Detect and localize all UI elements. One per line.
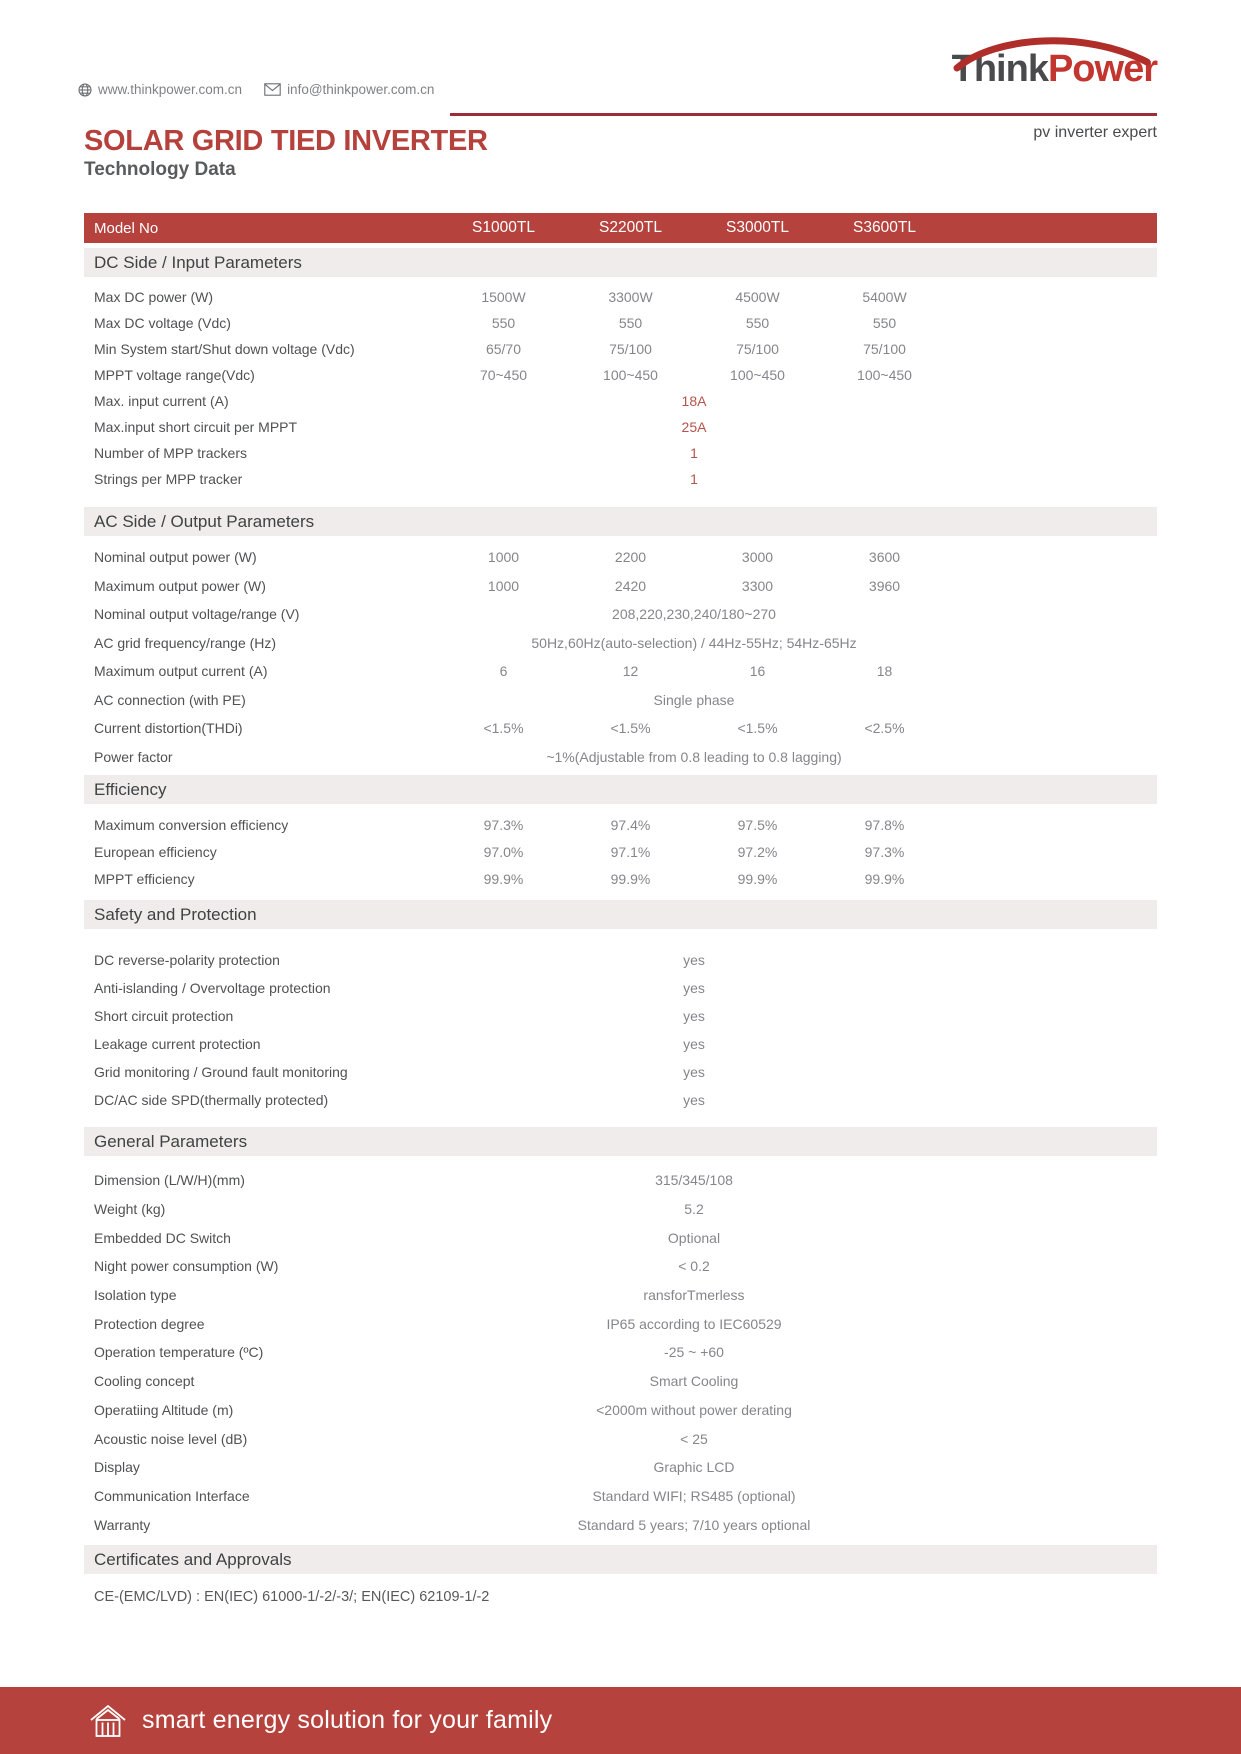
spec-label: Max DC voltage (Vdc) (94, 315, 231, 331)
spec-row (84, 743, 1157, 772)
section-rows (84, 1156, 1157, 1539)
spec-value: 5400W (862, 289, 907, 305)
spec-row (84, 686, 1157, 715)
spec-section (84, 1127, 1157, 1539)
spec-value: 12 (622, 663, 639, 680)
spec-row (84, 1338, 1157, 1367)
model-name: S2200TL (599, 219, 662, 236)
spec-label: Leakage current protection (94, 1036, 261, 1052)
spec-label: AC connection (with PE) (94, 691, 246, 708)
spec-value-span: ~1%(Adjustable from 0.8 leading to 0.8 lagging) (546, 748, 842, 765)
spec-value: 99.9% (737, 870, 778, 887)
spec-value: 97.3% (483, 816, 524, 833)
spec-section (84, 900, 1157, 1114)
spec-value: 18 (876, 663, 893, 680)
spec-row (84, 1453, 1157, 1482)
spec-value: 3300W (608, 289, 653, 305)
spec-section (84, 1545, 1157, 1610)
spec-label: MPPT efficiency (94, 870, 195, 887)
spec-value-span: 208,220,230,240/180~270 (612, 606, 776, 623)
spec-label: Weight (kg) (94, 1201, 166, 1218)
spec-label: Anti-islanding / Overvoltage protection (94, 980, 331, 996)
spec-row (84, 362, 1157, 388)
thinkpower-logo (945, 50, 1157, 88)
section-rows (84, 1574, 1157, 1610)
spec-label: Operatiing Altitude (m) (94, 1401, 234, 1418)
spec-row (84, 629, 1157, 658)
spec-value-span: Single phase (653, 691, 735, 708)
spec-value-span: 1 (690, 471, 698, 487)
spec-value: 2420 (614, 577, 647, 594)
spec-value-span: yes (683, 1036, 705, 1052)
spec-row (84, 1030, 1157, 1058)
spec-label: DC reverse-polarity protection (94, 952, 280, 968)
spec-value: 100~450 (603, 367, 658, 383)
spec-value: 1000 (487, 577, 520, 594)
spec-value-span: 315/345/108 (655, 1172, 733, 1189)
spec-value: 75/100 (609, 341, 652, 357)
spec-row (84, 838, 1157, 865)
spec-value: 70~450 (479, 367, 528, 383)
spec-row (84, 440, 1157, 466)
envelope-icon (264, 83, 281, 96)
spec-table (84, 213, 1157, 1610)
spec-sections (84, 248, 1157, 1610)
spec-value: 97.5% (737, 816, 778, 833)
spec-row (84, 600, 1157, 629)
spec-row (84, 466, 1157, 492)
spec-value-span: ransforTmerless (643, 1287, 745, 1304)
spec-label: Night power consumption (W) (94, 1258, 279, 1275)
spec-row (84, 543, 1157, 572)
spec-value: 3000 (741, 549, 774, 566)
spec-row (84, 284, 1157, 310)
spec-value: <2.5% (864, 720, 905, 737)
spec-section (84, 507, 1157, 771)
spec-row (84, 1281, 1157, 1310)
header-divider (450, 113, 1157, 116)
spec-row (84, 1223, 1157, 1252)
spec-label: Current distortion(THDi) (94, 720, 243, 737)
spec-row (84, 974, 1157, 1002)
website-text: www.thinkpower.com.cn (98, 82, 243, 97)
spec-value: 3300 (741, 577, 774, 594)
spec-row (84, 714, 1157, 743)
spec-row (84, 388, 1157, 414)
spec-label: Max. input current (A) (94, 393, 229, 409)
section-title: Safety and Protection (84, 900, 1157, 929)
spec-value: 3600 (868, 549, 901, 566)
spec-value: 75/100 (736, 341, 779, 357)
spec-value: 550 (618, 315, 643, 331)
spec-label: Embedded DC Switch (94, 1229, 231, 1246)
spec-value: 97.0% (483, 843, 524, 860)
spec-value: 100~450 (730, 367, 785, 383)
spec-label: DC/AC side SPD(thermally protected) (94, 1092, 329, 1108)
spec-value: 99.9% (864, 870, 905, 887)
spec-row (84, 1367, 1157, 1396)
spec-row (84, 1166, 1157, 1195)
spec-value-span: 1 (690, 445, 698, 461)
tagline: pv inverter expert (1033, 124, 1157, 141)
spec-row (84, 657, 1157, 686)
spec-label: Max DC power (W) (94, 289, 214, 305)
spec-value-span: Standard 5 years; 7/10 years optional (577, 1516, 811, 1533)
section-title: General Parameters (84, 1127, 1157, 1156)
spec-label: Number of MPP trackers (94, 445, 248, 461)
header-contact (78, 82, 434, 97)
section-title: Certificates and Approvals (84, 1545, 1157, 1574)
spec-value-span: yes (683, 980, 705, 996)
spec-section (84, 775, 1157, 892)
spec-value: 100~450 (857, 367, 912, 383)
website-group (78, 82, 242, 97)
spec-row (84, 414, 1157, 440)
spec-row (84, 1309, 1157, 1338)
spec-label: Grid monitoring / Ground fault monitoring (94, 1064, 348, 1080)
spec-label: Strings per MPP tracker (94, 471, 243, 487)
spec-row (84, 1424, 1157, 1453)
spec-label: Cooling concept (94, 1373, 195, 1390)
section-title: DC Side / Input Parameters (84, 248, 1157, 277)
spec-value-span: -25 ~ +60 (664, 1344, 724, 1361)
spec-value: 550 (872, 315, 897, 331)
spec-value: <1.5% (483, 720, 524, 737)
spec-value-span: Smart Cooling (649, 1373, 739, 1390)
spec-label: Protection degree (94, 1315, 205, 1332)
spec-value: 6 (499, 663, 508, 680)
spec-row (84, 310, 1157, 336)
spec-label: Max.input short circuit per MPPT (94, 419, 298, 435)
footer-slogan: smart energy solution for your family (142, 1706, 553, 1734)
section-title: Efficiency (84, 775, 1157, 804)
spec-value: 97.3% (864, 843, 905, 860)
spec-label: AC grid frequency/range (Hz) (94, 634, 277, 651)
spec-value-span: yes (683, 1092, 705, 1108)
spec-row (84, 811, 1157, 838)
spec-section (84, 248, 1157, 492)
spec-value: 1000 (487, 549, 520, 566)
spec-label: Min System start/Shut down voltage (Vdc) (94, 341, 355, 357)
spec-row (84, 1584, 1157, 1610)
logo-swoosh-icon (947, 32, 1153, 72)
footer-banner (0, 1687, 1241, 1754)
section-rows (84, 929, 1157, 1114)
logo-think: Think (951, 48, 1048, 90)
spec-value: 550 (491, 315, 516, 331)
spec-value: 97.2% (737, 843, 778, 860)
spec-value-span: <2000m without power derating (596, 1401, 792, 1418)
section-rows (84, 536, 1157, 771)
spec-value: 97.8% (864, 816, 905, 833)
model-name: S3000TL (726, 219, 789, 236)
spec-label: Maximum output power (W) (94, 577, 266, 594)
spec-label: Operation temperature (ºC) (94, 1344, 264, 1361)
spec-label: Maximum output current (A) (94, 663, 268, 680)
email-text: info@thinkpower.com.cn (287, 82, 435, 97)
spec-value: 1500W (481, 289, 526, 305)
spec-label: Acoustic noise level (dB) (94, 1430, 248, 1447)
spec-value: 97.1% (610, 843, 651, 860)
spec-row (84, 1482, 1157, 1511)
spec-value-span: 50Hz,60Hz(auto-selection) / 44Hz-55Hz; 54Hz-65Hz (531, 634, 857, 651)
spec-value: 65/70 (485, 341, 522, 357)
page-title: SOLAR GRID TIED INVERTER (84, 125, 488, 157)
spec-label: Nominal output power (W) (94, 549, 257, 566)
spec-value: 3960 (868, 577, 901, 594)
spec-row (84, 946, 1157, 974)
spec-value-span: IP65 according to IEC60529 (606, 1315, 782, 1332)
spec-label: Nominal output voltage/range (V) (94, 606, 300, 623)
spec-value: 97.4% (610, 816, 651, 833)
logo-power: Power (1047, 48, 1157, 90)
spec-label: MPPT voltage range(Vdc) (94, 367, 255, 383)
spec-label: Power factor (94, 748, 173, 765)
spec-value-span: Graphic LCD (653, 1459, 735, 1476)
spec-value: 99.9% (483, 870, 524, 887)
spec-row (84, 336, 1157, 362)
spec-value: 550 (745, 315, 770, 331)
model-name: S3600TL (853, 219, 916, 236)
section-title: AC Side / Output Parameters (84, 507, 1157, 536)
spec-value: 2200 (614, 549, 647, 566)
model-no-label: Model No (94, 219, 159, 237)
spec-label: Dimension (L/W/H)(mm) (94, 1172, 245, 1189)
spec-label: Isolation type (94, 1287, 177, 1304)
spec-value-span: 5.2 (684, 1201, 704, 1218)
spec-row (84, 1252, 1157, 1281)
spec-row (84, 572, 1157, 601)
spec-value-span: < 0.2 (678, 1258, 710, 1275)
email-group (264, 82, 434, 97)
spec-row (84, 1058, 1157, 1086)
page-subtitle: Technology Data (84, 159, 236, 180)
spec-value: 16 (749, 663, 766, 680)
house-icon (88, 1703, 128, 1739)
spec-value-span: yes (683, 1008, 705, 1024)
spec-value: 75/100 (863, 341, 906, 357)
spec-value-span: Standard WIFI; RS485 (optional) (592, 1487, 796, 1504)
spec-label: Warranty (94, 1516, 151, 1533)
spec-value: <1.5% (610, 720, 651, 737)
spec-label: Communication Interface (94, 1487, 250, 1504)
spec-row (84, 1396, 1157, 1425)
spec-value: 4500W (735, 289, 780, 305)
spec-row (84, 1510, 1157, 1539)
spec-value-span: Optional (667, 1229, 721, 1246)
section-rows (84, 277, 1157, 492)
spec-label: European efficiency (94, 843, 217, 860)
spec-label: Short circuit protection (94, 1008, 234, 1024)
spec-value-span: yes (683, 1064, 705, 1080)
spec-row (84, 1195, 1157, 1224)
model-name: S1000TL (472, 219, 535, 236)
section-rows (84, 804, 1157, 892)
spec-label: Maximum conversion efficiency (94, 816, 289, 833)
spec-value: <1.5% (737, 720, 778, 737)
spec-value: 99.9% (610, 870, 651, 887)
spec-value-span: 25A (681, 419, 707, 435)
spec-row (84, 1086, 1157, 1114)
spec-row (84, 1002, 1157, 1030)
globe-icon (78, 83, 92, 97)
model-header-bar (84, 213, 1157, 243)
spec-value-span: 18A (681, 393, 707, 409)
spec-label: Display (94, 1459, 140, 1476)
spec-label: CE-(EMC/LVD) : EN(IEC) 61000-1/-2/-3/; EN(IEC) 62109-1/-2 (94, 1588, 490, 1605)
spec-row (84, 865, 1157, 892)
spec-value-span: < 25 (680, 1430, 708, 1447)
spec-value-span: yes (683, 952, 705, 968)
